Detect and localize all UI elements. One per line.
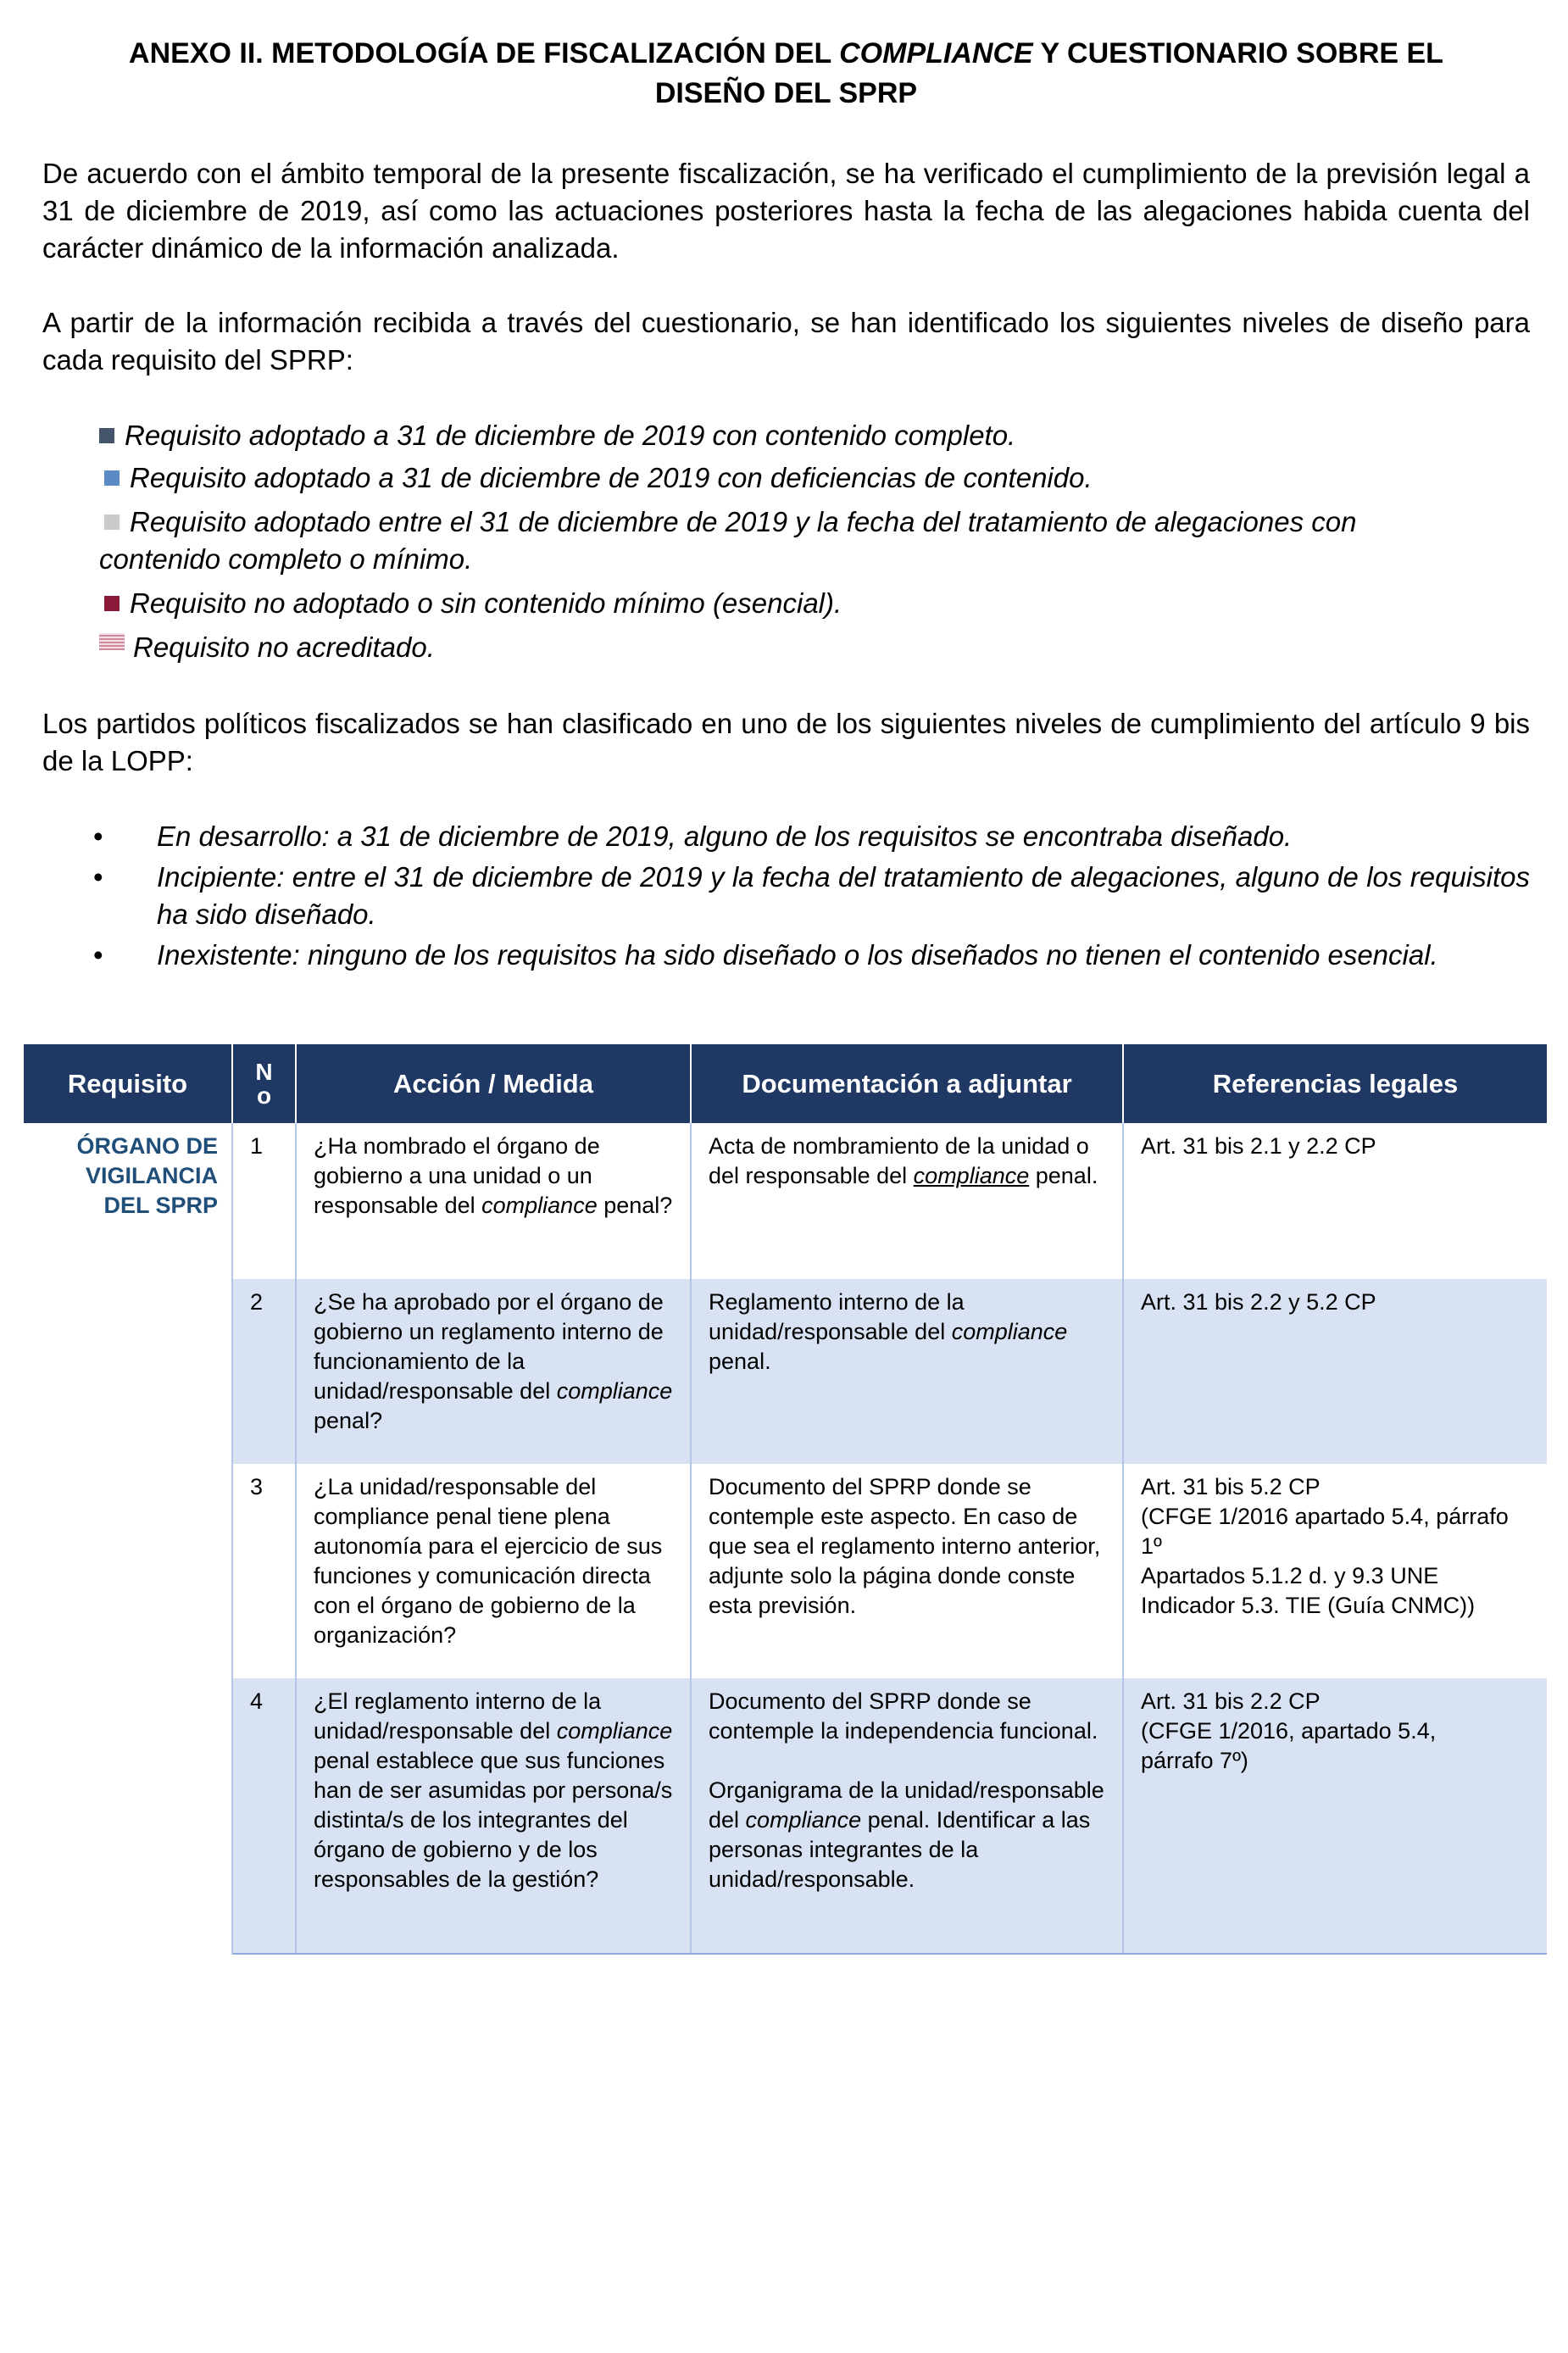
accion-text: penal? — [597, 1193, 673, 1218]
title-text: Y CUESTIONARIO SOBRE EL — [1032, 37, 1443, 70]
accion-cell: ¿La unidad/responsable del compliance penal tiene plena autonomía para el ejercicio de sus funciones y comunicación directa con el órgano de gobierno de la organización? — [296, 1464, 691, 1678]
reference-line: Art. 31 bis 2.2 CP — [1141, 1688, 1321, 1714]
doc-emphasis: compliance — [951, 1319, 1068, 1344]
doc-emphasis: compliance — [913, 1163, 1030, 1188]
header-accion: Acción / Medida — [296, 1044, 691, 1123]
legend-item-label: Requisito no acreditado. — [133, 631, 435, 663]
legend-item — [99, 503, 1532, 585]
referencias-cell: Art. 31 bis 2.1 y 2.2 CP — [1123, 1123, 1547, 1279]
accion-cell — [296, 1279, 691, 1464]
accion-cell — [296, 1678, 691, 1954]
page-title — [42, 34, 1530, 114]
section-label-text: ÓRGANO DE VIGILANCIA DEL SPRP — [76, 1133, 218, 1218]
documentacion-cell — [691, 1279, 1123, 1464]
legend-item — [99, 629, 1532, 670]
doc-text: penal. — [709, 1349, 771, 1374]
reference-line: párrafo 7º) — [1141, 1748, 1248, 1773]
hatched-pink-icon — [99, 633, 125, 650]
title-line-2: DISEÑO DEL SPRP — [654, 77, 918, 109]
title-line-1 — [42, 34, 1530, 74]
list-item-text: Inexistente: ninguno de los requisitos ha sido diseñado o los diseñados no tienen el contenido esencial. — [157, 939, 1438, 971]
header-number — [232, 1044, 296, 1123]
doc-paragraph — [709, 1776, 1105, 1894]
accion-emphasis: compliance — [556, 1718, 673, 1744]
documentacion-cell — [691, 1123, 1123, 1279]
table-row — [24, 1279, 1547, 1464]
compliance-levels-list — [93, 818, 1530, 977]
accion-emphasis: compliance — [556, 1378, 673, 1404]
reference-line: Apartados 5.1.2 d. y 9.3 UNE — [1141, 1563, 1439, 1588]
header-documentacion: Documentación a adjuntar — [691, 1044, 1123, 1123]
legend-item-label: Requisito adoptado entre el 31 de diciembre de 2019 y la fecha del tratamiento de alegaciones con — [130, 506, 1357, 537]
header-referencias: Referencias legales — [1123, 1044, 1547, 1123]
levels-intro-paragraph: Los partidos políticos fiscalizados se han clasificado en uno de los siguientes niveles de cumplimiento del artículo 9 bis de la LOPP: — [42, 708, 1530, 776]
table-row — [24, 1678, 1547, 1954]
doc-text: Acta de nombramiento de la unidad o del responsable del — [709, 1133, 1089, 1188]
row-number: 2 — [232, 1279, 296, 1464]
legend-item-label: Requisito adoptado a 31 de diciembre de 2019 con deficiencias de contenido. — [130, 462, 1093, 493]
table-row — [24, 1464, 1547, 1678]
title-emphasis: COMPLIANCE — [839, 37, 1033, 70]
accion-emphasis: compliance — [481, 1193, 598, 1218]
accion-text: ¿Se ha aprobado por el órgano de gobierno un reglamento interno de funcionamiento de la unidad/responsable del — [314, 1289, 664, 1404]
accion-cell — [296, 1123, 691, 1279]
bullet-icon: • — [93, 820, 103, 852]
referencias-cell — [1123, 1678, 1547, 1954]
doc-text: Documento del SPRP donde se contemple la independencia funcional. — [709, 1688, 1098, 1744]
accion-text: ¿El reglamento interno de la unidad/responsable del — [314, 1688, 602, 1744]
section-label — [24, 1123, 232, 1954]
documentacion-cell: Documento del SPRP donde se contemple este aspecto. En caso de que sea el reglamento interno anterior, adjunte solo la página donde conste esta previsión. — [691, 1464, 1123, 1678]
doc-text: Reglamento interno de la unidad/responsable del — [709, 1289, 965, 1344]
dark-slate-square-icon — [99, 428, 114, 443]
intro-paragraph-2: A partir de la información recibida a través del cuestionario, se han identificado los siguientes niveles de diseño para cada requisito del SPRP: — [42, 307, 1530, 375]
table-header-row — [24, 1044, 1547, 1123]
accion-text: penal? — [314, 1408, 383, 1433]
referencias-cell: Art. 31 bis 2.2 y 5.2 CP — [1123, 1279, 1547, 1464]
list-item — [93, 859, 1530, 933]
reference-line: (CFGE 1/2016, apartado 5.4, — [1141, 1718, 1437, 1744]
reference-line: (CFGE 1/2016 apartado 5.4, párrafo 1º — [1141, 1504, 1509, 1559]
doc-text: Organigrama de la unidad/responsable del — [709, 1777, 1104, 1833]
legend-item — [104, 585, 1532, 629]
legend-item-continuation: contenido completo o mínimo. — [99, 543, 473, 575]
row-number: 1 — [250, 1133, 264, 1159]
requirements-table — [24, 1044, 1547, 1955]
referencias-cell — [1123, 1464, 1547, 1678]
bullet-icon: • — [93, 939, 103, 971]
legend-item-label: Requisito no adoptado o sin contenido mínimo (esencial). — [130, 587, 842, 619]
row-number: 3 — [250, 1474, 264, 1499]
doc-text: penal. — [1029, 1163, 1098, 1188]
header-requisito: Requisito — [24, 1044, 232, 1123]
maroon-square-icon — [104, 596, 120, 611]
list-item-text: En desarrollo: a 31 de diciembre de 2019, alguno de los requisitos se encontraba diseñado. — [157, 820, 1293, 852]
legend-item-label: Requisito adoptado a 31 de diciembre de 2019 con contenido completo. — [125, 420, 1016, 451]
reference-line: Art. 31 bis 5.2 CP — [1141, 1474, 1321, 1499]
blue-square-icon — [104, 470, 120, 486]
list-item — [93, 937, 1530, 974]
documentacion-cell — [691, 1678, 1123, 1954]
table-row — [24, 1123, 1547, 1279]
doc-text: penal. Identificar a las personas integrantes de la unidad/responsable. — [709, 1807, 1091, 1892]
header-number-line: o — [256, 1082, 272, 1109]
legend-item — [99, 417, 1532, 459]
intro-paragraph-1: De acuerdo con el ámbito temporal de la presente fiscalización, se ha verificado el cumplimiento de la previsión legal a 31 de diciembre de 2019, así como las actuaciones posteriores hasta la fecha de las alegaciones habida cuenta del carácter dinámico de la información analizada. — [42, 158, 1530, 264]
list-item-text: Incipiente: entre el 31 de diciembre de 2019 y la fecha del tratamiento de alegaciones, alguno de los requisitos ha sido diseñado. — [157, 861, 1530, 930]
title-text: ANEXO II. METODOLOGÍA DE FISCALIZACIÓN DEL — [129, 37, 840, 70]
header-number-line: N — [255, 1058, 273, 1085]
row-number: 4 — [232, 1678, 296, 1954]
reference-line: Indicador 5.3. TIE (Guía CNMC)) — [1141, 1593, 1476, 1618]
design-level-legend — [99, 417, 1532, 670]
bullet-icon: • — [93, 861, 103, 893]
list-item — [93, 818, 1530, 855]
legend-item — [104, 459, 1532, 503]
grey-square-icon — [104, 515, 120, 530]
accion-text: ¿Ha nombrado el órgano de gobierno a una unidad o un responsable del — [314, 1133, 600, 1218]
accion-text: penal establece que sus funciones han de ser asumidas por persona/s distinta/s de los integrantes del órgano de gobierno y de los responsables de la gestión? — [314, 1748, 673, 1892]
doc-emphasis: compliance — [745, 1807, 862, 1833]
